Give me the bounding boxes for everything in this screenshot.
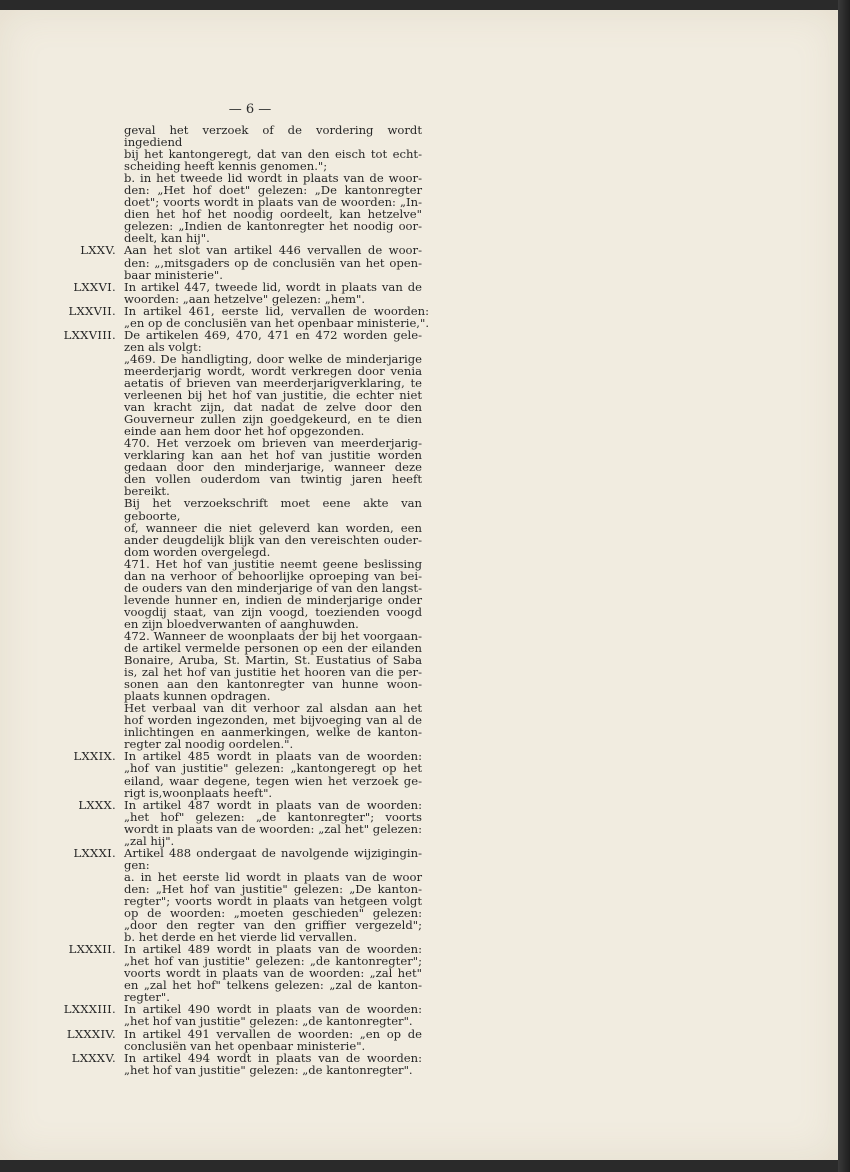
text-line: De artikelen 469, 470, 471 en 472 worden gele- xyxy=(124,327,422,342)
text-line: aetatis of brieven van meerderjarigverklaring, te xyxy=(124,375,422,390)
text-line: meerderjarig wordt, wordt verkregen door venia xyxy=(124,363,422,378)
text-line: verklaring kan aan het hof van justitie worden xyxy=(124,448,422,463)
article-number: LXXXI. xyxy=(73,845,116,860)
text-line: dom worden overgelegd. xyxy=(124,544,271,559)
text-line: inlichtingen en aanmerkingen, welke de kanton- xyxy=(124,725,422,740)
article-number xyxy=(62,124,124,244)
article-number: LXXXII. xyxy=(68,942,116,957)
text-line: In artikel 489 wordt in plaats van de woorden: xyxy=(124,942,422,957)
text-line: den: „Het hof doet" gelezen: „De kantonregter xyxy=(124,183,422,198)
article-block xyxy=(62,303,430,330)
article-number: LXXXIV. xyxy=(66,1026,116,1041)
text-line: b. in het tweede lid wordt in plaats van de woor- xyxy=(124,171,422,186)
article-block xyxy=(62,124,422,244)
text-line: ander deugdelijk blijk van den vereischten ouder- xyxy=(124,532,422,547)
article-text xyxy=(124,943,422,1003)
article-block xyxy=(62,244,422,280)
text-line: „het hof van justitie" gelezen: „de kantonregter". xyxy=(124,1014,413,1029)
text-line: dien het hof het noodig oordeelt, kan hetzelve" xyxy=(124,207,422,222)
text-line: In artikel 490 wordt in plaats van de woorden: xyxy=(124,1002,422,1017)
text-line: Aan het slot van artikel 446 vervallen de woor- xyxy=(124,243,422,258)
article-block xyxy=(62,1028,422,1052)
text-line: voorts wordt in plaats van de woorden: „zal het" xyxy=(124,966,422,981)
text-line: „zal hij". xyxy=(124,833,175,848)
article-text xyxy=(124,124,422,244)
article-number: LXXV. xyxy=(80,243,116,258)
article-block xyxy=(62,943,422,1003)
text-line: deelt, kan hij". xyxy=(124,231,210,246)
text-line: Het verbaal van dit verhoor zal alsdan aan het xyxy=(124,701,422,716)
text-line: baar ministerie". xyxy=(124,267,223,282)
text-line: regter"; voorts wordt in plaats van hetgeen volgt xyxy=(124,894,422,908)
article-text xyxy=(124,281,422,305)
text-line: In artikel 447, tweede lid, wordt in plaats van de xyxy=(124,279,422,294)
text-line: dan na verhoor of behoorlijke oproeping van bei- xyxy=(124,568,422,583)
text-line: den: „Het hof van justitie" gelezen: „De kanton- xyxy=(124,881,422,896)
text-line: plaats kunnen opdragen. xyxy=(124,689,271,704)
article-text xyxy=(124,305,429,329)
text-line: scheiding heeft kennis genomen."; xyxy=(124,159,328,174)
text-line: In artikel 485 wordt in plaats van de woorden: xyxy=(124,749,422,764)
text-line: bij het kantongeregt, dat van den eisch tot echt- xyxy=(124,147,422,162)
page-number: — 6 — xyxy=(228,102,272,117)
text-line: „hof van justitie" gelezen: „kantongeregt op het xyxy=(124,761,422,776)
article-text xyxy=(124,799,422,847)
text-line: Bonaire, Aruba, St. Martin, St. Eustatius of Saba xyxy=(124,653,422,668)
article-number: LXXXIII. xyxy=(63,1002,116,1017)
article-block xyxy=(62,329,422,751)
text-line: regter zal noodig oordelen.". xyxy=(124,737,294,752)
text-line: sonen aan den kantonregter van hunne woon- xyxy=(124,677,422,692)
article-number: LXXVIII. xyxy=(63,327,116,342)
article-text xyxy=(124,329,422,751)
article-text xyxy=(124,847,422,943)
text-line: bereikt. xyxy=(124,484,170,499)
text-line: levende hunner en, indien de minderjarige onder xyxy=(124,592,422,607)
article-number: LXXXV. xyxy=(71,1050,116,1065)
text-line: conclusiën van het openbaar ministerie". xyxy=(124,1038,366,1053)
article-text xyxy=(124,1003,422,1027)
text-line: „het hof van justitie" gelezen: „de kantonregter"; xyxy=(124,954,422,969)
text-line: „het hof van justitie" gelezen: „de kantonregter". xyxy=(124,1062,413,1077)
article-body xyxy=(62,123,430,1077)
text-line: „469. De handligting, door welke de minderjarige xyxy=(124,351,422,366)
text-line: gedaan door den minderjarige, wanneer deze xyxy=(124,460,422,475)
text-line: wordt in plaats van de woorden: „zal het" gelezen: xyxy=(124,821,422,836)
page-edge xyxy=(838,0,850,1172)
article-number: LXXVI. xyxy=(73,279,116,294)
article-number: LXXIX. xyxy=(73,749,116,764)
article-block xyxy=(62,799,422,847)
document-page xyxy=(0,10,838,1160)
article-number: LXXX. xyxy=(78,797,116,812)
article-text xyxy=(124,1028,422,1052)
text-line: Bij het verzoekschrift moet eene akte van geboorte, xyxy=(124,496,422,523)
text-line: In artikel 487 wordt in plaats van de woorden: xyxy=(124,797,422,812)
text-line: „en op de conclusiën van het openbaar ministerie,". xyxy=(124,315,430,330)
text-line: regter". xyxy=(124,990,170,1005)
text-line: b. het derde en het vierde lid vervallen. xyxy=(124,930,357,945)
text-line: woorden: „aan hetzelve" gelezen: „hem". xyxy=(124,291,366,306)
text-line: „door den regter van den griffier vergezeld"; xyxy=(124,918,422,933)
text-line: „het hof" gelezen: „de kantonregter"; voorts xyxy=(124,809,422,824)
text-line: is, zal het hof van justitie het hooren van die per- xyxy=(124,665,422,680)
text-line: eiland, waar degene, tegen wien het verzoek ge- xyxy=(124,773,422,788)
article-block xyxy=(62,750,422,798)
article-text xyxy=(124,244,422,280)
article-block xyxy=(62,1052,422,1076)
text-line: den vollen ouderdom van twintig jaren heeft xyxy=(124,472,422,487)
text-line: a. in het eerste lid wordt in plaats van de woor xyxy=(124,869,422,884)
text-line: of, wanneer die niet geleverd kan worden, een xyxy=(124,520,422,535)
text-line: de artikel vermelde personen op een der eilanden xyxy=(124,641,422,656)
text-line: In artikel 461, eerste lid, vervallen de woorden: xyxy=(124,303,430,318)
text-line: den: „,mitsgaders op de conclusiën van het open- xyxy=(124,255,422,270)
text-line: rigt is,woonplaats heeft". xyxy=(124,785,273,800)
article-block xyxy=(62,847,422,943)
text-line: Artikel 488 ondergaat de navolgende wijzigingin- xyxy=(124,845,422,860)
article-text xyxy=(124,1052,422,1076)
text-line: In artikel 494 wordt in plaats van de woorden: xyxy=(124,1050,422,1065)
text-line: voogdij staat, van zijn voogd, toezienden voogd xyxy=(124,604,422,619)
text-line: Gouverneur zullen zijn goedgekeurd, en te dien xyxy=(124,412,422,427)
text-line: en „zal het hof" telkens gelezen: „zal de kanton- xyxy=(124,978,422,993)
text-line: gelezen: „Indien de kantonregter het noodig oor- xyxy=(124,219,422,234)
text-line: einde aan hem door het hof opgezonden. xyxy=(124,424,365,439)
text-line: doet"; voorts wordt in plaats van de woorden: „In- xyxy=(124,195,422,210)
text-line: 472. Wanneer de woonplaats der bij het voorgaan- xyxy=(124,628,422,643)
text-line: geval het verzoek of de vordering wordt ingediend xyxy=(124,123,422,150)
text-line: verleenen bij het hof van justitie, die echter niet xyxy=(124,388,422,403)
text-line: en zijn bloedverwanten of aanghuwden. xyxy=(124,616,359,631)
text-line: 470. Het verzoek om brieven van meerderjarig- xyxy=(124,436,422,451)
text-line: 471. Het hof van justitie neemt geene beslissing xyxy=(124,556,422,571)
text-line: In artikel 491 vervallen de woorden: „en op de xyxy=(124,1026,422,1041)
article-number: LXXVII. xyxy=(68,303,116,318)
text-line: op de woorden: „moeten geschieden" gelezen: xyxy=(124,906,422,921)
text-line: hof worden ingezonden, met bijvoeging van al de xyxy=(124,713,422,728)
text-line: de ouders van den minderjarige of van den langst- xyxy=(124,580,422,595)
article-block xyxy=(62,281,422,305)
text-line: gen: xyxy=(124,857,150,872)
article-block xyxy=(62,1003,422,1027)
text-line: zen als volgt: xyxy=(124,339,202,354)
article-text xyxy=(124,750,422,798)
text-line: van kracht zijn, dat nadat de zelve door den xyxy=(124,400,422,415)
